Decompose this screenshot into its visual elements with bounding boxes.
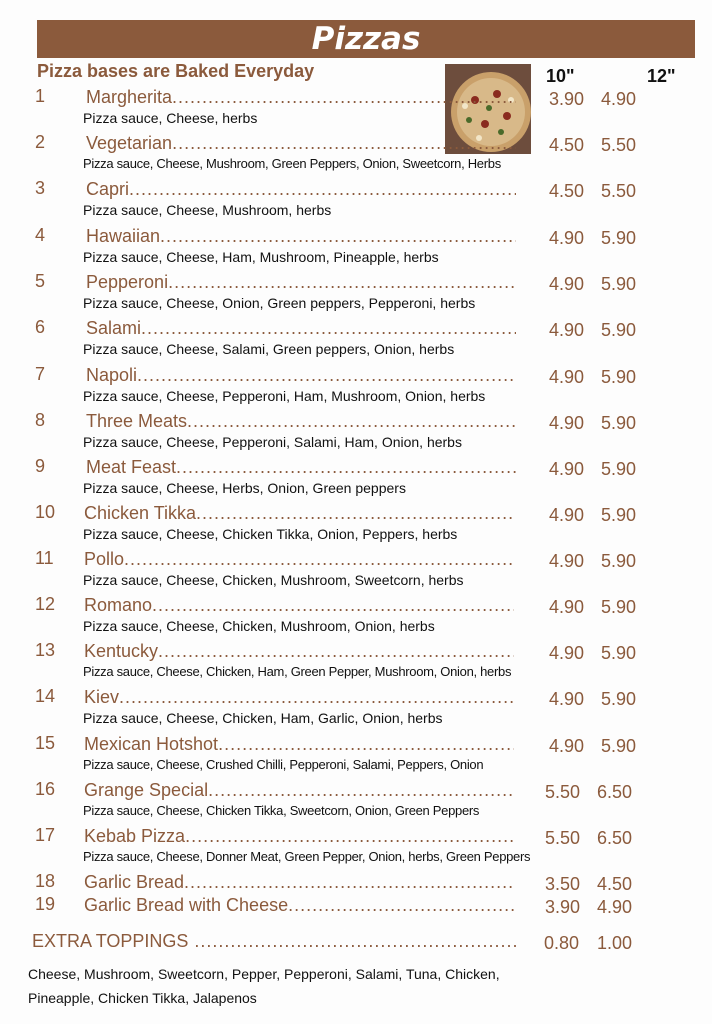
item-name: Napoli — [86, 365, 138, 385]
menu-item — [0, 502, 712, 548]
leader-dots — [172, 133, 516, 154]
price-12: 6.50 — [597, 828, 633, 848]
price-12: 5.90 — [601, 367, 637, 387]
page-title: Pizzas — [311, 21, 421, 57]
menu-item — [0, 317, 712, 363]
price-10: 3.50 — [545, 874, 581, 894]
item-name: Kebab Pizza — [84, 826, 186, 846]
item-name-line — [84, 686, 514, 708]
item-name-line — [86, 456, 516, 478]
item-number: 14 — [35, 686, 56, 706]
item-name-line — [84, 779, 514, 801]
item-name: Meat Feast — [86, 457, 177, 477]
menu-item — [0, 456, 712, 502]
price-12: 5.90 — [601, 597, 637, 617]
item-name: Kentucky — [84, 641, 159, 661]
menu-item — [0, 825, 712, 871]
menu-item — [0, 364, 712, 410]
item-number: 8 — [35, 410, 46, 430]
menu-item — [0, 271, 712, 317]
menu-item — [0, 225, 712, 271]
leader-dots — [124, 549, 514, 570]
item-name: Romano — [84, 595, 153, 615]
menu-item — [0, 686, 712, 732]
price-10: 4.90 — [549, 597, 585, 617]
leader-dots — [187, 411, 516, 432]
item-number: 18 — [35, 871, 56, 891]
leader-dots — [176, 457, 516, 478]
menu-item — [0, 132, 712, 178]
item-name: Vegetarian — [86, 133, 173, 153]
item-name-line — [84, 594, 514, 616]
header-bar — [37, 20, 695, 58]
item-number: 7 — [35, 364, 46, 384]
price-12: 5.90 — [601, 689, 637, 709]
price-10: 4.90 — [549, 274, 585, 294]
item-number: 13 — [35, 640, 56, 660]
item-name-line — [84, 733, 514, 755]
item-description: Pizza sauce, Cheese, herbs — [83, 110, 258, 126]
price-10: 4.90 — [549, 367, 585, 387]
item-number: 4 — [35, 225, 46, 245]
leader-dots — [160, 226, 516, 247]
leader-dots — [185, 826, 514, 847]
item-name: Garlic Bread — [84, 872, 185, 892]
price-12: 5.90 — [601, 551, 637, 571]
item-number: 11 — [35, 548, 54, 568]
subtitle: Pizza bases are Baked Everyday — [37, 61, 315, 81]
leader-dots — [158, 641, 514, 662]
size-12-label: 12" — [647, 66, 676, 86]
leader-dots — [196, 503, 514, 524]
price-10: 4.90 — [549, 551, 585, 571]
item-name: Chicken Tikka — [84, 503, 197, 523]
extra-toppings-label: EXTRA TOPPINGS — [32, 931, 189, 951]
price-10: 4.90 — [549, 643, 585, 663]
item-name: Hawaiian — [86, 226, 161, 246]
extra-toppings-price-10: 0.80 — [544, 933, 580, 953]
price-12: 4.90 — [601, 89, 637, 109]
item-description: Pizza sauce, Cheese, Chicken, Mushroom, Sweetcorn, herbs — [83, 572, 464, 588]
item-description: Pizza sauce, Cheese, Chicken, Mushroom, Onion, herbs — [83, 618, 435, 634]
item-description: Pizza sauce, Cheese, Onion, Green peppers, Pepperoni, herbs — [83, 295, 476, 311]
item-description: Pizza sauce, Cheese, Chicken Tikka, Sweetcorn, Onion, Green Peppers — [83, 803, 480, 818]
leader-dots — [172, 87, 516, 108]
item-name-line — [84, 640, 514, 662]
item-number: 3 — [35, 178, 46, 198]
menu-item — [0, 178, 712, 224]
price-10: 4.50 — [549, 181, 585, 201]
price-10: 3.90 — [545, 897, 581, 917]
item-name-line — [86, 132, 516, 154]
extra-toppings-line — [32, 930, 516, 952]
price-12: 4.50 — [597, 874, 633, 894]
menu-item — [0, 779, 712, 825]
item-name-line — [84, 894, 514, 916]
menu-item — [0, 594, 712, 640]
price-10: 4.90 — [549, 459, 585, 479]
extra-toppings-list: Cheese, Mushroom, Sweetcorn, Pepper, Pepperoni, Salami, Tuna, Chicken, Pineapple, Chicken Tikka, Jalapenos — [28, 966, 500, 1006]
extra-toppings-price-12: 1.00 — [597, 933, 633, 953]
leader-dots — [119, 687, 514, 708]
price-12: 5.90 — [601, 320, 637, 340]
size-10-label: 10" — [546, 66, 575, 86]
item-name-line — [84, 871, 514, 893]
menu-item — [0, 86, 712, 132]
price-10: 4.90 — [549, 736, 585, 756]
leader-dots — [288, 895, 514, 916]
item-number: 16 — [35, 779, 56, 799]
item-description: Pizza sauce, Cheese, Chicken, Ham, Green Pepper, Mushroom, Onion, herbs — [83, 664, 512, 679]
item-name-line — [84, 502, 514, 524]
menu-item — [0, 548, 712, 594]
item-description: Pizza sauce, Cheese, Donner Meat, Green Pepper, Onion, herbs, Green Peppers — [83, 849, 531, 864]
leader-dots — [129, 179, 516, 200]
item-number: 15 — [35, 733, 56, 753]
price-12: 4.90 — [597, 897, 633, 917]
price-12: 5.50 — [601, 135, 637, 155]
item-name: Pollo — [84, 549, 125, 569]
menu-item — [0, 640, 712, 686]
item-description: Pizza sauce, Cheese, Pepperoni, Ham, Mushroom, Onion, herbs — [83, 388, 486, 404]
item-name-line — [86, 317, 516, 339]
price-10: 4.50 — [549, 135, 585, 155]
item-description: Pizza sauce, Cheese, Crushed Chilli, Pepperoni, Salami, Peppers, Onion — [83, 757, 484, 772]
leader-dots — [137, 365, 516, 386]
item-number: 2 — [35, 132, 46, 152]
item-name: Margherita — [86, 87, 173, 107]
item-name: Pepperoni — [86, 272, 169, 292]
item-number: 5 — [35, 271, 46, 291]
item-name-line — [86, 178, 516, 200]
price-12: 5.90 — [601, 413, 637, 433]
item-number: 10 — [35, 502, 56, 522]
leader-dots — [184, 872, 514, 893]
item-description: Pizza sauce, Cheese, Ham, Mushroom, Pineapple, herbs — [83, 249, 439, 265]
price-10: 4.90 — [549, 689, 585, 709]
price-12: 5.90 — [601, 643, 637, 663]
leader-dots — [208, 780, 514, 801]
price-10: 4.90 — [549, 320, 585, 340]
item-name-line — [86, 271, 516, 293]
price-10: 3.90 — [549, 89, 585, 109]
item-name-line — [84, 825, 514, 847]
item-number: 19 — [35, 894, 56, 914]
leader-dots — [168, 272, 516, 293]
item-name: Grange Special — [84, 780, 209, 800]
item-number: 12 — [35, 594, 56, 614]
item-description: Pizza sauce, Cheese, Salami, Green peppers, Onion, herbs — [83, 341, 455, 357]
item-description: Pizza sauce, Cheese, Pepperoni, Salami, Ham, Onion, herbs — [83, 434, 462, 450]
price-10: 4.90 — [549, 505, 585, 525]
leader-dots — [152, 595, 514, 616]
price-10: 4.90 — [549, 413, 585, 433]
item-name: Three Meats — [86, 411, 188, 431]
price-12: 5.90 — [601, 228, 637, 248]
item-name: Kiev — [84, 687, 120, 707]
price-12: 6.50 — [597, 782, 633, 802]
item-name-line — [84, 548, 514, 570]
item-name-line — [86, 86, 516, 108]
price-12: 5.90 — [601, 274, 637, 294]
item-number: 17 — [35, 825, 56, 845]
leader-dots — [194, 931, 516, 952]
item-name-line — [86, 364, 516, 386]
price-12: 5.90 — [601, 505, 637, 525]
item-number: 1 — [35, 86, 46, 106]
item-description: Pizza sauce, Cheese, Herbs, Onion, Green peppers — [83, 480, 406, 496]
item-description: Pizza sauce, Cheese, Chicken Tikka, Onion, Peppers, herbs — [83, 526, 458, 542]
price-12: 5.90 — [601, 459, 637, 479]
item-name: Mexican Hotshot — [84, 734, 219, 754]
menu-item — [0, 733, 712, 779]
price-12: 5.90 — [601, 736, 637, 756]
item-name: Garlic Bread with Cheese — [84, 895, 289, 915]
leader-dots — [218, 734, 514, 755]
item-name-line — [86, 225, 516, 247]
item-name: Capri — [86, 179, 130, 199]
item-description: Pizza sauce, Cheese, Mushroom, herbs — [83, 202, 332, 218]
menu-item — [0, 410, 712, 456]
item-number: 6 — [35, 317, 46, 337]
price-10: 5.50 — [545, 782, 581, 802]
item-description: Pizza sauce, Cheese, Chicken, Ham, Garlic, Onion, herbs — [83, 710, 443, 726]
price-10: 5.50 — [545, 828, 581, 848]
item-name: Salami — [86, 318, 142, 338]
price-10: 4.90 — [549, 228, 585, 248]
item-description: Pizza sauce, Cheese, Mushroom, Green Peppers, Onion, Sweetcorn, Herbs — [83, 156, 501, 171]
item-number: 9 — [35, 456, 46, 476]
price-12: 5.50 — [601, 181, 637, 201]
leader-dots — [141, 318, 516, 339]
item-name-line — [86, 410, 516, 432]
